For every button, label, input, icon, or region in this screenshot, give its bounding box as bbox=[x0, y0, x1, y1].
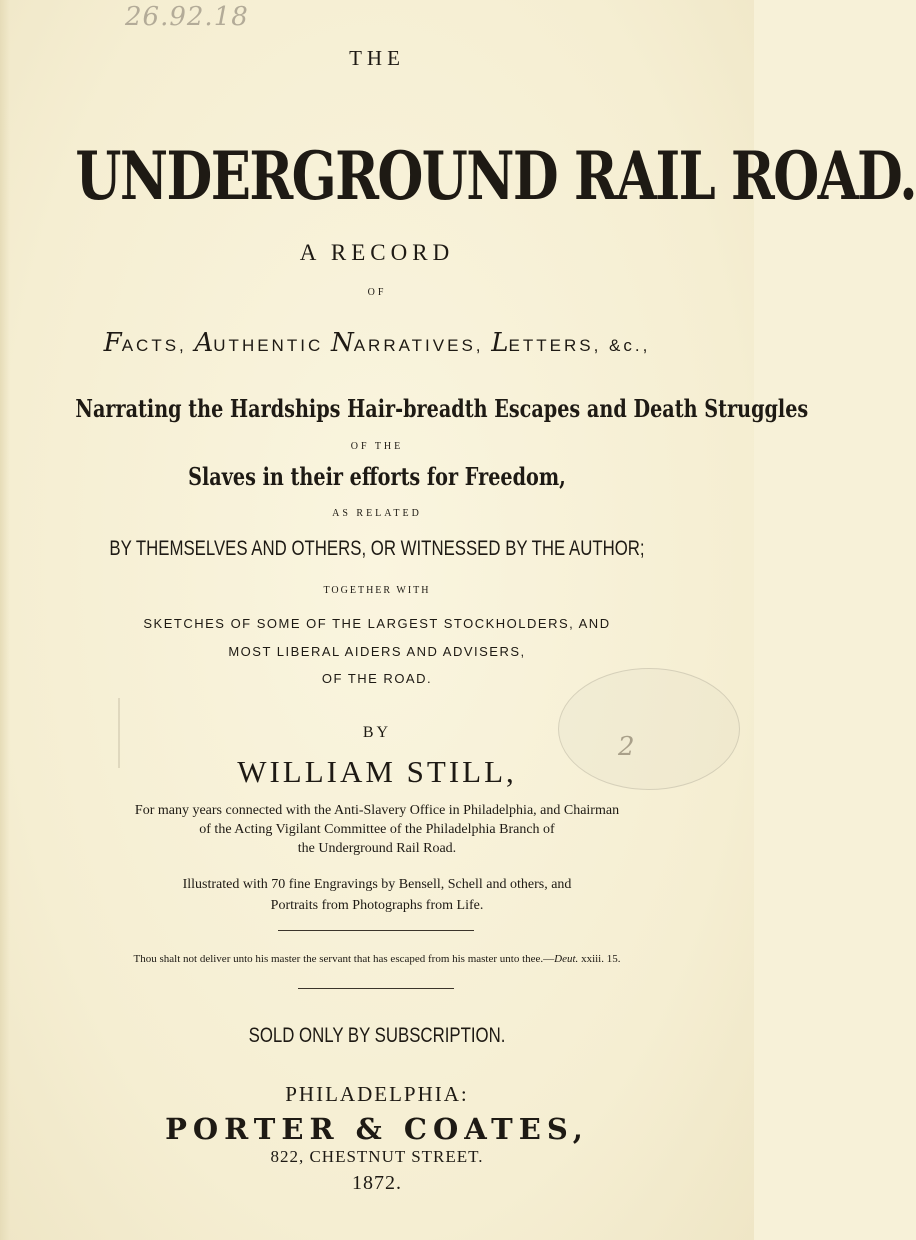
narratives-rest: ARRATIVES, bbox=[353, 336, 492, 355]
imprint-year: 1872. bbox=[352, 1172, 402, 1194]
author-name: WILLIAM STILL, bbox=[237, 754, 517, 789]
quote-text: Thou shalt not deliver unto his master the servant that has escaped from his master unto thee.— bbox=[133, 953, 555, 965]
main-title: UNDERGROUND RAIL ROAD. bbox=[75, 137, 916, 215]
sold-by-subscription: SOLD ONLY BY SUBSCRIPTION. bbox=[248, 1024, 506, 1047]
author-description-1: For many years connected with the Anti-Slavery Office in Philadelphia, and Chairman bbox=[134, 803, 620, 818]
subtitle-narrating: Narrating the Hardships Hair-breadth Escapes and Death Struggles bbox=[75, 394, 809, 423]
quote-reference-book: Deut. bbox=[554, 953, 579, 965]
imprint-address: 822, CHESTNUT STREET. bbox=[270, 1147, 484, 1166]
illustrations-line-1: Illustrated with 70 fine Engravings by Bensell, Schell and others, and bbox=[182, 877, 572, 892]
divider-rule bbox=[278, 930, 474, 931]
author-by: BY bbox=[362, 724, 392, 741]
subtitle-of: OF bbox=[367, 287, 387, 298]
author-description-2: of the Acting Vigilant Committee of the Philadelphia Branch of bbox=[199, 822, 555, 837]
quote-reference-verse: xxiii. 15. bbox=[578, 953, 621, 965]
subtitle-by-themselves: BY THEMSELVES AND OTHERS, OR WITNESSED BY THE AUTHOR; bbox=[109, 537, 645, 560]
facts-initial: F bbox=[103, 328, 122, 358]
author-description-3: the Underground Rail Road. bbox=[297, 841, 457, 856]
subtitle-sketches-1: SKETCHES OF SOME OF THE LARGEST STOCKHOLDERS, AND bbox=[143, 616, 611, 631]
subtitle-slaves: Slaves in their efforts for Freedom, bbox=[188, 462, 566, 491]
subtitle-as-related: AS RELATED bbox=[332, 508, 422, 519]
title-the: THE bbox=[349, 46, 405, 70]
stamp-number: 2 bbox=[618, 732, 635, 762]
facts-rest: ACTS, bbox=[121, 336, 195, 355]
narratives-initial: N bbox=[330, 328, 354, 358]
subtitle-together-with: TOGETHER WITH bbox=[323, 585, 431, 596]
subtitle-sketches-2: MOST LIBERAL AIDERS AND ADVISERS, bbox=[228, 644, 526, 659]
illustrations-line-2: Portraits from Photographs from Life. bbox=[270, 898, 484, 913]
etc-text: &c., bbox=[609, 336, 651, 355]
letters-rest: ETTERS, bbox=[508, 336, 610, 355]
scripture-quote bbox=[0, 953, 754, 965]
letters-initial: L bbox=[491, 328, 509, 358]
authentic-rest: UTHENTIC bbox=[213, 336, 331, 355]
imprint-publisher: PORTER & COATES, bbox=[165, 1112, 589, 1146]
imprint-city: PHILADELPHIA: bbox=[285, 1082, 469, 1106]
handwritten-shelf-mark: 26.92.18 bbox=[125, 2, 249, 32]
subtitle-sketches-3: OF THE ROAD. bbox=[321, 671, 433, 686]
divider-rule bbox=[298, 988, 454, 989]
authentic-initial: A bbox=[194, 328, 214, 358]
subtitle-of-the: OF THE bbox=[350, 441, 404, 452]
subtitle-record: A RECORD bbox=[299, 240, 455, 265]
subtitle-facts-line bbox=[0, 328, 754, 358]
